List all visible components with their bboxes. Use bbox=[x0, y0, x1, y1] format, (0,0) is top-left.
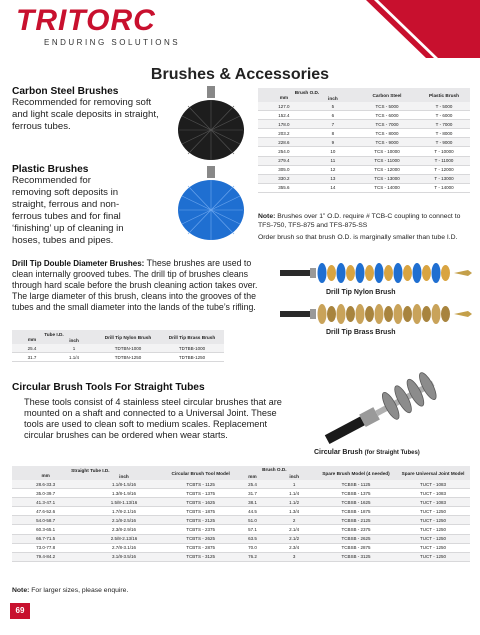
circular-table-row-cell: TCBSB - 2125 bbox=[316, 516, 396, 525]
brush-table-row bbox=[258, 183, 470, 192]
brush-coil bbox=[432, 263, 441, 283]
drill-inch-col-header: inch bbox=[69, 338, 79, 343]
brush-table-row bbox=[258, 138, 470, 147]
circular-table-row-cell: 63.5 bbox=[233, 534, 273, 543]
brush-table-row-cell: 330.2 bbox=[258, 174, 310, 183]
circular-table-row-cell: TCBSB - 1375 bbox=[316, 489, 396, 498]
brush-table-row-cell: T - 12000 bbox=[418, 165, 470, 174]
plastic-brush-image bbox=[176, 166, 246, 242]
brush-table-row-cell: TCS - 12000 bbox=[356, 165, 418, 174]
brush-note bbox=[258, 212, 472, 230]
brush-od-header: Brush O.D. bbox=[294, 90, 320, 95]
brush-coil bbox=[441, 306, 450, 322]
circular-table-row-cell: TUCT - 1250 bbox=[396, 552, 470, 561]
circular-caption-small: (for Straight Tubes) bbox=[364, 450, 420, 456]
brush-table-row bbox=[258, 174, 470, 183]
circular-table-row-cell: TCBTS - 1375 bbox=[169, 489, 233, 498]
brush-coil bbox=[375, 304, 384, 324]
drill-brass-brush-image bbox=[278, 303, 474, 325]
brush-coil bbox=[346, 265, 355, 281]
circular-table-row-cell: 2.5/8-2.13/16 bbox=[79, 534, 168, 543]
brush-coil bbox=[356, 263, 365, 283]
brush-order-note: Order brush so that brush O.D. is marginally smaller than tube I.D. bbox=[258, 234, 458, 241]
brush-coil bbox=[422, 265, 431, 281]
circular-table-row-cell: 2.1/4 bbox=[272, 525, 316, 534]
circular-brush-table bbox=[12, 466, 470, 562]
brush-table-row-cell: 10 bbox=[310, 147, 356, 156]
brush-table-row-cell: 9 bbox=[310, 138, 356, 147]
circular-table-row-cell: 1.7/8-2.1/16 bbox=[79, 507, 168, 516]
circular-table-row-cell: TCBSB - 2625 bbox=[316, 534, 396, 543]
brush-table-row-cell: 7 bbox=[310, 120, 356, 129]
circular-table-row bbox=[12, 534, 470, 543]
circular-table-row-cell: TUCT - 1083 bbox=[396, 489, 470, 498]
circular-table-row-cell: 1.3/4 bbox=[272, 507, 316, 516]
circular-brush-image bbox=[300, 360, 470, 448]
drill-table-row-cell: TDTBN-1250 bbox=[96, 353, 160, 362]
plastic-section bbox=[12, 164, 124, 247]
circular-table-row-cell: TUCT - 1250 bbox=[396, 516, 470, 525]
brush-table-row bbox=[258, 165, 470, 174]
drill-table-row-cell: 1.1/4 bbox=[52, 353, 96, 362]
circular-table-row bbox=[12, 507, 470, 516]
circular-table-row bbox=[12, 552, 470, 561]
brush-table-row-cell: 13 bbox=[310, 174, 356, 183]
plastic-body: Recommended for removing soft deposits in straight, ferrous and non-ferrous tubes and for final ‘finishing’ up of cleaning in hoses, tubes and pipes. bbox=[12, 175, 124, 246]
brush-table-row-cell: TCS - 13000 bbox=[356, 174, 418, 183]
circular-table-row-cell: 2.7/8-3.1/16 bbox=[79, 543, 168, 552]
circular-table-row-cell: 38.1 bbox=[233, 498, 273, 507]
brush-coil bbox=[365, 265, 374, 281]
brush-coil bbox=[384, 306, 393, 322]
brush-coil bbox=[346, 306, 355, 322]
brush-table-row-cell: T - 11000 bbox=[418, 156, 470, 165]
circular-table-row-cell: 25.4 bbox=[233, 480, 273, 489]
plastic-title: Plastic Brushes bbox=[12, 164, 89, 175]
circular-table-row-cell: 54.0-58.7 bbox=[12, 516, 79, 525]
circ-od-mm-header: mm bbox=[248, 474, 257, 479]
brush-coil bbox=[413, 304, 422, 324]
brush-table-row bbox=[258, 111, 470, 120]
drill-nylon-brush-image bbox=[278, 262, 474, 284]
circular-table-row-cell: 57.1 bbox=[233, 525, 273, 534]
inch-col-header: inch bbox=[328, 96, 338, 101]
circular-table-row-cell: 2.3/4 bbox=[272, 543, 316, 552]
circular-table-row-cell: TCBTS - 2125 bbox=[169, 516, 233, 525]
drill-nylon-col-header: Drill Tip Nylon Brush bbox=[104, 334, 152, 340]
circular-table-row-cell: TCBSB - 2375 bbox=[316, 525, 396, 534]
brand-logo: TRITORC bbox=[16, 4, 156, 37]
brush-coil bbox=[365, 306, 374, 322]
circular-table-row-cell: 2.1/2 bbox=[272, 534, 316, 543]
brush-coil bbox=[403, 306, 412, 322]
brush-table-row-cell: T - 6000 bbox=[418, 111, 470, 120]
circular-caption-main: Circular Brush bbox=[314, 449, 363, 456]
drill-mm-col-header: mm bbox=[27, 337, 37, 342]
brush-table-row-cell: 14 bbox=[310, 183, 356, 192]
circular-table-row-cell: TCBTS - 1625 bbox=[169, 498, 233, 507]
brush-table-row-cell: 228.6 bbox=[258, 138, 310, 147]
carbon-title: Carbon Steel Brushes bbox=[12, 86, 119, 97]
carbon-col-header: Carbon Steel bbox=[372, 92, 402, 98]
brush-table-row-cell: TCS - 10000 bbox=[356, 147, 418, 156]
circ-tube-inch-header: inch bbox=[119, 474, 129, 479]
brush-coil bbox=[441, 265, 450, 281]
circular-table-row-cell: TUCT - 1250 bbox=[396, 525, 470, 534]
circular-table-row bbox=[12, 516, 470, 525]
spare-joint-header: Spare Universal Joint Model bbox=[401, 470, 465, 476]
circular-table-row-cell: TCBSB - 3125 bbox=[316, 552, 396, 561]
brush-coil bbox=[318, 263, 327, 283]
circular-table-row bbox=[12, 498, 470, 507]
plastic-col-header: Plastic Brush bbox=[429, 92, 459, 98]
circular-table-row-cell: TUCT - 1250 bbox=[396, 534, 470, 543]
drill-table-row-cell: TDTBB-1000 bbox=[160, 344, 224, 353]
circular-table-row-cell: 1.5/8-1.13/16 bbox=[79, 498, 168, 507]
circular-table-row-cell: 1.1/2 bbox=[272, 498, 316, 507]
circular-table-row-cell: 73.0-77.8 bbox=[12, 543, 79, 552]
brush-table-row-cell: TCS - 5000 bbox=[356, 102, 418, 111]
circular-table-row-cell: TCBTS - 3125 bbox=[169, 552, 233, 561]
straight-tube-header: Straight Tube I.D. bbox=[71, 468, 110, 473]
circular-table-row-cell: 1.3/8-1.9/16 bbox=[79, 489, 168, 498]
brush-coil bbox=[356, 304, 365, 324]
circular-table-row-cell: 1.1/8-1.5/16 bbox=[79, 480, 168, 489]
circular-table-row-cell: 3 bbox=[272, 552, 316, 561]
brush-table-row-cell: T - 9000 bbox=[418, 138, 470, 147]
header-red-shape bbox=[360, 0, 480, 58]
circular-table-row-cell: 1.1/4 bbox=[272, 489, 316, 498]
brush-table-row-cell: 178.0 bbox=[258, 120, 310, 129]
brush-table-row bbox=[258, 147, 470, 156]
brush-table-row-cell: 6 bbox=[310, 111, 356, 120]
drill-table-row bbox=[12, 344, 224, 353]
circular-table-row-cell: TCBSB - 1625 bbox=[316, 498, 396, 507]
circular-table-row-cell: TCBTS - 1125 bbox=[169, 480, 233, 489]
brush-coil bbox=[394, 263, 403, 283]
brush-table-row-cell: TCS - 11000 bbox=[356, 156, 418, 165]
carbon-brush-image bbox=[176, 86, 246, 162]
brush-coil bbox=[394, 304, 403, 324]
brush-table-row-cell: 305.0 bbox=[258, 165, 310, 174]
circular-note bbox=[12, 586, 128, 595]
drill-table-row-cell: 31.7 bbox=[12, 353, 52, 362]
brush-table-row-cell: 355.6 bbox=[258, 183, 310, 192]
brush-table-row bbox=[258, 102, 470, 111]
circular-table-row-cell: 47.6-52.6 bbox=[12, 507, 79, 516]
mm-col-header: mm bbox=[279, 95, 289, 100]
brush-table-row-cell: 254.0 bbox=[258, 147, 310, 156]
circular-table-row bbox=[12, 480, 470, 489]
circular-table-row-cell: TUCT - 1250 bbox=[396, 507, 470, 516]
circ-od-inch-header: inch bbox=[289, 474, 299, 479]
circular-table-row bbox=[12, 543, 470, 552]
tube-id-header: Tube I.D. bbox=[44, 332, 64, 337]
brand-tagline: ENDURING SOLUTIONS bbox=[44, 38, 181, 47]
circular-title: Circular Brush Tools For Straight Tubes bbox=[12, 382, 205, 393]
brush-table-row-cell: TCS - 7000 bbox=[356, 120, 418, 129]
circular-note-label: Note: bbox=[12, 587, 30, 594]
drill-brass-col-header: Drill Tip Brass Brush bbox=[168, 334, 216, 340]
brush-table-row-cell: 5 bbox=[310, 102, 356, 111]
brush-table-row-cell: T - 10000 bbox=[418, 147, 470, 156]
circular-table-row-cell: 66.7-71.5 bbox=[12, 534, 79, 543]
circular-table-row-cell: 70.0 bbox=[233, 543, 273, 552]
brush-table-row-cell: 8 bbox=[310, 129, 356, 138]
brush-coil bbox=[318, 304, 327, 324]
brush-table-row bbox=[258, 156, 470, 165]
brush-table-row-cell: T - 14000 bbox=[418, 183, 470, 192]
brush-coil bbox=[337, 263, 346, 283]
brush-coil bbox=[375, 263, 384, 283]
drill-table-row-cell: TDTBN-1000 bbox=[96, 344, 160, 353]
brush-coil bbox=[403, 265, 412, 281]
brush-table-row-cell: T - 5000 bbox=[418, 102, 470, 111]
brush-table-row-cell: 203.2 bbox=[258, 129, 310, 138]
circ-od-header: Brush O.D. bbox=[262, 467, 287, 472]
circular-table-row-cell: 79.4-84.2 bbox=[12, 552, 79, 561]
spare-brush-header: Spare Brush Model (4 needed) bbox=[322, 470, 390, 476]
brush-coil bbox=[327, 265, 336, 281]
drill-section bbox=[12, 258, 274, 313]
circular-table-row-cell: 41.3-47.1 bbox=[12, 498, 79, 507]
circular-table-row-cell: TCBTS - 2875 bbox=[169, 543, 233, 552]
brush-table-row bbox=[258, 120, 470, 129]
circular-table-row-cell: TCBSB - 2875 bbox=[316, 543, 396, 552]
circular-caption bbox=[314, 449, 420, 456]
brush-table-row bbox=[258, 129, 470, 138]
circular-table-row-cell: TCBSB - 1875 bbox=[316, 507, 396, 516]
circular-table-row-cell: TUCT - 1083 bbox=[396, 480, 470, 489]
carbon-body: Recommended for removing soft and light scale deposits in straight, ferrous tubes. bbox=[12, 97, 159, 132]
drill-brass-caption: Drill Tip Brass Brush bbox=[326, 329, 396, 336]
drill-body: These brushes are used to clean internally grooved tubes. The drill tip of brushes cleans through hard scale before the brush cleaning action takes over. The large diameter of this brush, cleans into the grooves of the tubes and the small diameter into the lands of the tube’s rifling. bbox=[12, 258, 258, 312]
brush-table-row-cell: T - 13000 bbox=[418, 174, 470, 183]
circular-table-row-cell: 28.6-33.3 bbox=[12, 480, 79, 489]
brush-table-row-cell: 279.4 bbox=[258, 156, 310, 165]
drill-tip-table bbox=[12, 330, 224, 362]
tool-model-header: Circular Brush Tool Model bbox=[171, 470, 230, 476]
brush-table-row-cell: T - 8000 bbox=[418, 129, 470, 138]
brush-coil bbox=[422, 306, 431, 322]
drill-title: Drill Tip Double Diameter Brushes: bbox=[12, 259, 145, 268]
drill-table-row-cell: 25.4 bbox=[12, 344, 52, 353]
circular-table-row-cell: TUCT - 1250 bbox=[396, 543, 470, 552]
circular-table-row-cell: 44.5 bbox=[233, 507, 273, 516]
circular-table-row-cell: TCBTS - 2625 bbox=[169, 534, 233, 543]
drill-table-row bbox=[12, 353, 224, 362]
brush-table-row-cell: 127.0 bbox=[258, 102, 310, 111]
brush-coil bbox=[384, 265, 393, 281]
brush-size-table bbox=[258, 88, 470, 193]
circular-table-row bbox=[12, 525, 470, 534]
circular-table-row-cell: 3.1/8-3.5/16 bbox=[79, 552, 168, 561]
brush-note-text: Brushes over 1” O.D. require # TCB-C coupling to connect to TFS-750, TFS-875 and TFS-875-SS bbox=[258, 213, 461, 229]
circular-table-row-cell: 76.2 bbox=[233, 552, 273, 561]
drill-nylon-caption: Drill Tip Nylon Brush bbox=[326, 289, 396, 296]
drill-table-row-cell: TDTBB-1250 bbox=[160, 353, 224, 362]
brush-table-row-cell: TCS - 6000 bbox=[356, 111, 418, 120]
brush-table-row-cell: 152.4 bbox=[258, 111, 310, 120]
circular-table-row-cell: 60.3-65.1 bbox=[12, 525, 79, 534]
brush-coil bbox=[432, 304, 441, 324]
circular-body: These tools consist of 4 stainless steel circular brushes that are mounted on a shaft and connected to a Universal Joint. These tools are used to clean soft to medium scales. Replacement circular brushes can be ordered when wear starts. bbox=[24, 397, 282, 440]
brush-table-row-cell: T - 7000 bbox=[418, 120, 470, 129]
brush-note-label: Note: bbox=[258, 213, 276, 220]
circular-table-row-cell: 1 bbox=[272, 480, 316, 489]
page-title: Brushes & Accessories bbox=[150, 66, 330, 83]
circular-table-row-cell: TCBTS - 2375 bbox=[169, 525, 233, 534]
circular-note-text: For larger sizes, please enquire. bbox=[29, 587, 129, 594]
circular-table-row-cell: TCBSB - 1125 bbox=[316, 480, 396, 489]
brush-table-row-cell: TCS - 9000 bbox=[356, 138, 418, 147]
circular-table-row-cell: TUCT - 1083 bbox=[396, 498, 470, 507]
circular-table-row-cell: 2.3/8-2.9/16 bbox=[79, 525, 168, 534]
circular-table-row bbox=[12, 489, 470, 498]
drill-table-row-cell: 1 bbox=[52, 344, 96, 353]
circular-table-row-cell: 2 bbox=[272, 516, 316, 525]
circular-table-row-cell: 51.0 bbox=[233, 516, 273, 525]
brush-coil bbox=[413, 263, 422, 283]
circular-table-row-cell: 35.0-39.7 bbox=[12, 489, 79, 498]
brush-coil bbox=[337, 304, 346, 324]
circular-table-row-cell: 2.1/8-2.5/16 bbox=[79, 516, 168, 525]
brush-table-row-cell: TCS - 8000 bbox=[356, 129, 418, 138]
circ-tube-mm-header: mm bbox=[41, 473, 50, 478]
circular-table-row-cell: 31.7 bbox=[233, 489, 273, 498]
brush-table-row-cell: TCS - 14000 bbox=[356, 183, 418, 192]
circular-table-row-cell: TCBTS - 1875 bbox=[169, 507, 233, 516]
brush-table-row-cell: 11 bbox=[310, 156, 356, 165]
carbon-section bbox=[12, 86, 162, 133]
brush-coil bbox=[327, 306, 336, 322]
brush-table-row-cell: 12 bbox=[310, 165, 356, 174]
page-number: 69 bbox=[10, 603, 30, 619]
